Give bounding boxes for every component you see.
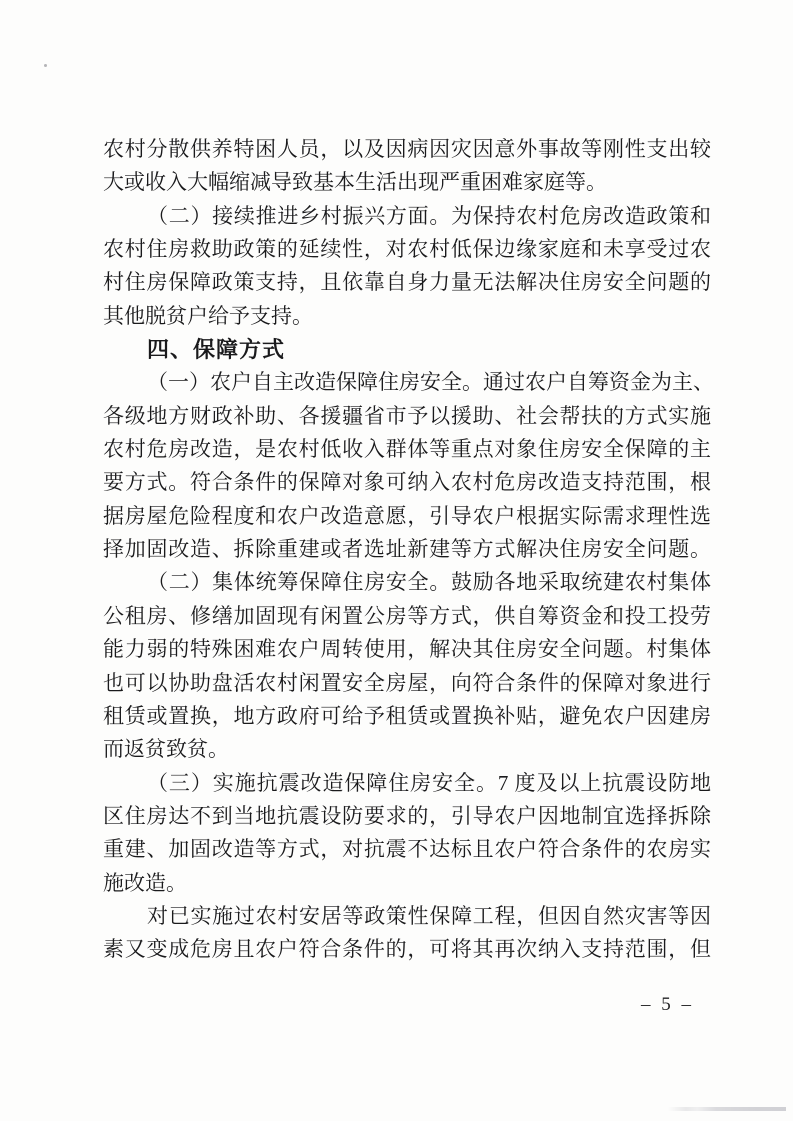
text-line: （二）接续推进乡村振兴方面。为保持农村危房改造政策和 (147, 203, 711, 228)
text-line: 租赁或置换，地方政府可给予租赁或置换补贴，避免农户因建房 (103, 703, 711, 728)
text-line: （一）农户自主改造保障住房安全。通过农户自筹资金为主、 (147, 370, 714, 395)
text-line: 据房屋危险程度和农户改造意愿，引导农户根据实际需求理性选 (103, 503, 711, 528)
scan-artifact-line (668, 1107, 786, 1111)
text-line: 大或收入大幅缩减导致基本生活出现严重困难家庭等。 (103, 170, 607, 195)
text-line: 施改造。 (103, 870, 187, 895)
text-line: 村住房保障政策支持，且依靠自身力量无法解决住房安全问题的 (103, 270, 711, 295)
text-line: 要方式。符合条件的保障对象可纳入农村危房改造支持范围，根 (103, 470, 711, 495)
text-line: （二）集体统筹保障住房安全。鼓励各地采取统建农村集体 (147, 570, 711, 595)
section-heading: 四、保障方式 (147, 337, 286, 363)
text-line: 能力弱的特殊困难农户周转使用，解决其住房安全问题。村集体 (103, 637, 711, 662)
scan-speck (44, 64, 47, 67)
text-line: 择加固改造、拆除重建或者选址新建等方式解决住房安全问题。 (103, 537, 711, 562)
text-line: （三）实施抗震改造保障住房安全。7 度及以上抗震设防地 (147, 770, 711, 795)
text-line: 农村分散供养特困人员，以及因病因灾因意外事故等刚性支出较 (103, 137, 711, 161)
text-line: 重建、加固改造等方式，对抗震不达标且农户符合条件的农房实 (103, 837, 711, 862)
text-line: 农村危房改造，是农村低收入群体等重点对象住房安全保障的主 (103, 437, 711, 462)
text-line: 其他脱贫户给予支持。 (103, 303, 313, 328)
text-line: 也可以协助盘活农村闲置安全房屋，向符合条件的保障对象进行 (103, 670, 711, 695)
document-body (103, 133, 714, 967)
text-line: 区住房达不到当地抗震设防要求的，引导农户因地制宜选择拆除 (103, 803, 711, 828)
text-line: 而返贫致贫。 (103, 737, 229, 762)
text-line: 公租房、修缮加固现有闲置公房等方式，供自筹资金和投工投劳 (103, 603, 711, 628)
text-line: 对已实施过农村安居等政策性保障工程，但因自然灾害等因 (147, 903, 711, 928)
text-line: 素又变成危房且农户符合条件的，可将其再次纳入支持范围，但 (103, 937, 711, 962)
page-number: – 5 – (641, 994, 694, 1015)
text-line: 各级地方财政补助、各援疆省市予以援助、社会帮扶的方式实施 (103, 403, 711, 428)
text-line: 农村住房救助政策的延续性，对农村低保边缘家庭和未享受过农 (103, 237, 711, 262)
